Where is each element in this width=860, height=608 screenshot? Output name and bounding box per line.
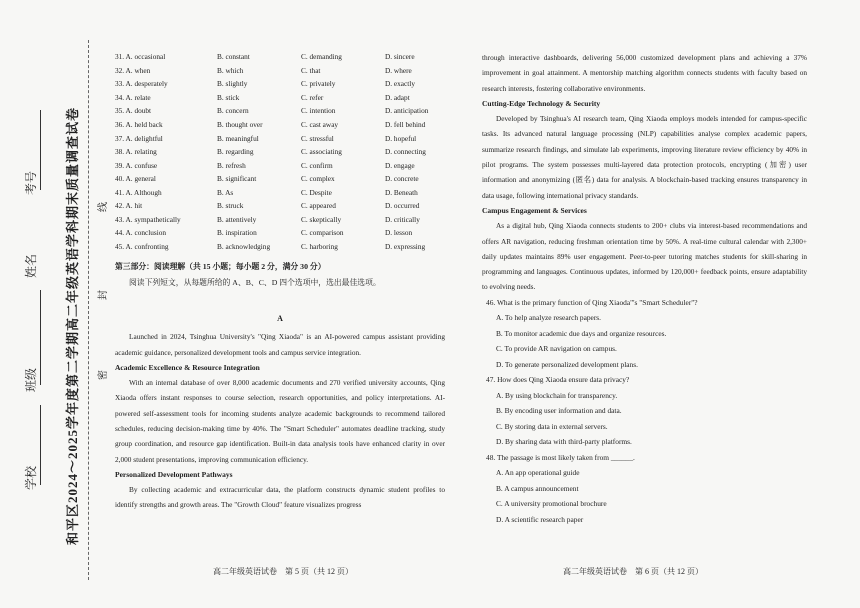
question-stem: 48. The passage is most likely taken from ______.: [486, 452, 635, 462]
option-cell: B. meaningful: [217, 133, 259, 143]
option-row: [115, 131, 445, 145]
passage-paragraph: Developed by Tsinghua's AI research team, Qing Xiaoda employs models intended for campus-specific tasks. Its advanced natural language processing (NLP) capabilities analyse complex academic papers, summarize research findings, and simulate lab experiments, improving literature review efficiency by 40% in pilot programs. The system possesses multi-layered data protection protocols, encrypting (加密) user information and anonymizing (匿名) data for analysis. A blockchain-based tracking ensures transparency in data usage, following international privacy standards.: [482, 114, 807, 200]
answer-option: D. A scientific research paper: [496, 514, 584, 524]
page-5-column: [115, 50, 445, 513]
option-cell: B. slightly: [217, 79, 248, 89]
option-cell: C. associating: [301, 147, 342, 157]
name-field-label: 姓名: [24, 253, 38, 278]
option-cell: B. thought over: [217, 120, 263, 129]
option-cell: C. confirm: [301, 160, 333, 170]
option-cell: B. struck: [217, 201, 244, 211]
option-cell: D. critically: [385, 214, 420, 224]
section-3-heading: 第三部分：阅读理解（共 15 小题；每小题 2 分，满分 30 分）: [115, 262, 326, 272]
question-item: [482, 295, 807, 373]
binding-margin: [0, 0, 109, 608]
answer-option: C. To provide AR navigation on campus.: [496, 344, 617, 354]
question-item: [482, 372, 807, 450]
seal-cut-line: [88, 40, 89, 580]
field-line: [40, 290, 41, 385]
option-row: [115, 145, 445, 159]
option-cell: D. engage: [385, 160, 415, 170]
question-item: [482, 450, 807, 528]
option-cell: C. harboring: [301, 241, 338, 251]
option-row: [115, 185, 445, 199]
option-cell: 32. A. when: [115, 65, 151, 75]
answer-option: A. An app operational guide: [496, 468, 580, 478]
option-cell: B. refresh: [217, 160, 246, 170]
answer-option: B. To monitor academic due days and organize resources.: [496, 328, 667, 338]
option-cell: 41. A. Although: [115, 187, 162, 197]
answer-option: B. By encoding user information and data.: [496, 406, 622, 416]
option-cell: D. exactly: [385, 79, 415, 89]
option-cell: 45. A. confronting: [115, 241, 169, 251]
option-cell: C. that: [301, 65, 321, 75]
option-cell: 35. A. doubt: [115, 106, 152, 116]
answer-option: A. To help analyze research papers.: [496, 313, 602, 323]
option-cell: 36. A. held back: [115, 120, 163, 129]
option-cell: 39. A. confuse: [115, 160, 158, 170]
option-row: [115, 64, 445, 78]
option-cell: B. As: [217, 187, 234, 197]
option-row: [115, 240, 445, 254]
option-cell: D. connecting: [385, 147, 426, 157]
option-cell: D. where: [385, 65, 412, 75]
option-cell: D. Beneath: [385, 187, 418, 197]
subheading: Campus Engagement & Services: [482, 205, 587, 215]
option-cell: C. appeared: [301, 201, 336, 211]
passage-intro: Launched in 2024, Tsinghua University's "Qing Xiaoda" is an AI-powered campus assistant providing academic guidance, personalized development tools and campus service integration.: [115, 332, 445, 357]
option-cell: B. stick: [217, 92, 240, 102]
option-cell: 40. A. general: [115, 174, 156, 184]
page-6-column: [482, 50, 807, 527]
cloze-options-table: [115, 50, 445, 253]
option-row: [115, 158, 445, 172]
option-cell: B. concern: [217, 106, 249, 116]
passage-paragraph-continued: through interactive dashboards, delivering 56,000 customized development plans and achieving a 37% improvement in goal attainment. A mentorship matching algorithm connects students with faculty based on research interests, fostering collaborative environments.: [482, 53, 807, 93]
answer-option: C. By storing data in external servers.: [496, 421, 608, 431]
option-cell: C. complex: [301, 174, 335, 184]
option-cell: B. attentively: [217, 214, 257, 224]
option-cell: B. regarding: [217, 147, 254, 157]
option-cell: 34. A. relate: [115, 92, 151, 102]
field-line: [40, 405, 41, 485]
option-cell: C. intention: [301, 106, 336, 116]
subheading: Academic Excellence & Resource Integration: [115, 362, 260, 372]
option-cell: 31. A. occasional: [115, 52, 166, 62]
option-row: [115, 226, 445, 240]
passage-paragraph: By collecting academic and extracurricular data, the platform constructs dynamic student profiles to identify strengths and growth areas. The "Growth Cloud" feature visualizes progress: [115, 485, 445, 510]
seal-mark: 封: [98, 290, 109, 300]
option-cell: D. expressing: [385, 241, 426, 251]
option-cell: 44. A. conclusion: [115, 228, 167, 238]
answer-option: C. A university promotional brochure: [496, 499, 607, 509]
seal-mark: 密: [98, 370, 109, 380]
option-row: [115, 77, 445, 91]
option-cell: C. skeptically: [301, 214, 342, 224]
field-line: [40, 110, 41, 190]
option-cell: D. concrete: [385, 174, 419, 184]
option-row: [115, 118, 445, 132]
answer-option: D. To generate personalized development plans.: [496, 359, 638, 369]
option-cell: 42. A. hit: [115, 201, 143, 211]
passage-paragraph: As a digital hub, Qing Xiaoda connects students to 200+ clubs via interest-based recommendations and offers AR navigation, reducing freshman orientation time by 50%. A real-time cultural calendar with 2,300+ daily updates maintains 89% user engagement. Peer-to-peer tutoring matches students for skill-sharing in programming and languages. Continuous updates, informed by 120,000+ feedback points, ensure adaptability to evolving needs.: [482, 221, 807, 292]
option-cell: D. sincere: [385, 52, 415, 62]
option-cell: C. stressful: [301, 133, 334, 143]
passage-letter: A: [277, 314, 283, 324]
option-row: [115, 50, 445, 64]
passage-paragraph: With an internal database of over 8,000 academic documents and 270 verified university accounts, Qing Xiaoda offers instant responses to course selection, research opportunities, and policy interpretations. AI-powered self-assessment tools for incoming students analyze academic backgrounds to recommend tailored schedules, reducing decision-making time by 40%. The "Smart Scheduler" automates deadline tracking, study group coordination, and resource gap identification. Built-in data analysis tools have enhanced clarity in over 2,000 student presentations, improving communication efficiency.: [115, 378, 445, 464]
answer-option: A. By using blockchain for transparency.: [496, 390, 618, 400]
subheading: Cutting-Edge Technology & Security: [482, 98, 601, 108]
option-row: [115, 172, 445, 186]
option-cell: D. fell behind: [385, 120, 426, 129]
option-cell: 37. A. delightful: [115, 133, 163, 143]
option-row: [115, 213, 445, 227]
option-cell: 43. A. sympathetically: [115, 214, 181, 224]
option-cell: C. demanding: [301, 52, 342, 62]
option-cell: C. Despite: [301, 187, 332, 197]
option-row: [115, 104, 445, 118]
option-cell: D. anticipation: [385, 106, 429, 116]
option-cell: B. inspiration: [217, 228, 257, 238]
option-cell: C. privately: [301, 79, 336, 89]
option-cell: B. significant: [217, 174, 257, 184]
option-cell: 38. A. relating: [115, 147, 157, 157]
exam-title-vertical: 和平区2024～2025学年度第二学期高二年级英语学科期末质量调查试卷: [65, 106, 80, 545]
option-cell: D. hopeful: [385, 133, 417, 143]
option-cell: D. lesson: [385, 228, 413, 238]
option-row: [115, 199, 445, 213]
option-cell: C. cast away: [301, 120, 339, 129]
answer-option: B. A campus announcement: [496, 483, 579, 493]
seal-mark: 线: [98, 202, 109, 212]
answer-option: D. By sharing data with third-party platforms.: [496, 437, 632, 447]
option-cell: D. occurred: [385, 201, 420, 211]
class-field-label: 班级: [24, 367, 38, 392]
option-cell: B. acknowledging: [217, 241, 271, 251]
question-stem: 46. What is the primary function of Qing Xiaoda"'s "Smart Scheduler"?: [486, 297, 698, 307]
option-cell: D. adapt: [385, 92, 410, 102]
questions-list: [482, 295, 807, 528]
option-row: [115, 91, 445, 105]
subheading: Personalized Development Pathways: [115, 469, 233, 479]
option-cell: B. constant: [217, 52, 250, 62]
page-footer-left: 高二年级英语试卷 第 5 页（共 12 页）: [213, 567, 353, 576]
page-footer-right: 高二年级英语试卷 第 6 页（共 12 页）: [563, 567, 703, 576]
option-cell: C. refer: [301, 92, 324, 102]
option-cell: C. comparison: [301, 228, 344, 238]
option-cell: B. which: [217, 65, 244, 75]
school-field-label: 学校: [24, 465, 38, 490]
option-cell: 33. A. desperately: [115, 79, 168, 89]
exam-number-field-label: 考号: [24, 170, 38, 195]
question-stem: 47. How does Qing Xiaoda ensure data privacy?: [486, 375, 630, 385]
section-3-instruction: 阅读下列短文，从每题所给的 A、B、C、D 四个选项中，选出最佳选项。: [129, 278, 381, 288]
